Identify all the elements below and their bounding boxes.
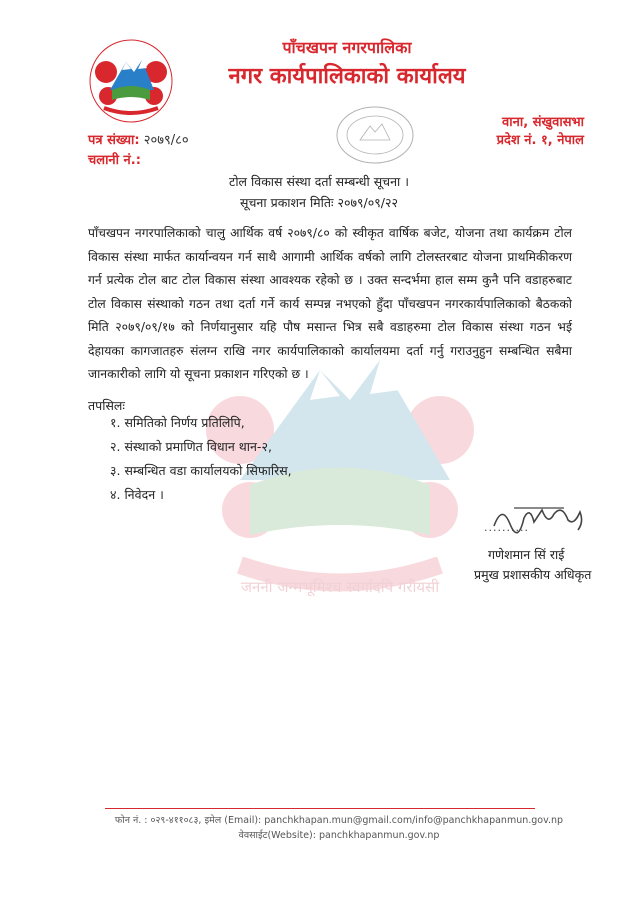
address-location: वाना, संखुवासभा [502,115,584,130]
letter-number-value: २०७९/८० [139,133,189,148]
dispatch-number-label: चलानी नं.: [88,153,141,168]
annex-title: तपसिलः [88,398,125,413]
notice-subject: टोल विकास संस्था दर्ता सम्बन्धी सूचना । [229,174,409,189]
list-item: १. समितिको निर्णय प्रतिलिपि, [110,415,245,430]
address-province: प्रदेश नं. १, नेपाल [496,133,584,148]
municipality-name: पाँचखपन नगरपालिका [282,38,412,57]
office-name: नगर कार्यपालिकाको कार्यालय [228,64,466,89]
signer-name: गणेशमान सिं राई [488,547,565,562]
signer-designation: प्रमुख प्रशासकीय अधिकृत [474,567,592,582]
list-item: ३. सम्बन्धित वडा कार्यालयको सिफारिस, [110,463,292,478]
signature-line: .......... [484,521,529,534]
letterhead [0,0,638,170]
letter-number-label: पत्र संख्या: [88,133,140,148]
required-documents-list [110,411,292,507]
footer-website: वेवसाईट(Website): panchkhapanmun.gov.np [238,830,440,841]
footer-divider [105,808,535,809]
list-item: ४. निवेदन । [110,487,164,502]
office-stamp-icon [330,100,420,170]
footer-contact: फोन नं. : ०२९-४११०८३, इमेल (Email): panchkhapan.mun@gmail.com/info@panchkhapanmun.gov.np [114,815,564,826]
letter-number [88,130,189,148]
notice-published-date: सूचना प्रकाशन मितिः २०७९/०९/२२ [240,195,398,210]
list-item: २. संस्थाको प्रमाणित विधान थान-२, [110,439,272,454]
notice-body: पाँचखपन नगरपालिकाको चालु आर्थिक वर्ष २०७९/८० को स्वीकृत वार्षिक बजेट, योजना तथा कार्यक्रम टोल विकास संस्था मार्फत कार्यान्वयन गर्न साथै आगामी आर्थिक वर्षको लागि टोलस्तरबाट योजना प्राथमिकीकरण गर्न प्रत्येक टोल बाट टोल विकास संस्था आवश्यक रहेको छ । उक्त सन्दर्भमा हाल सम्म कुनै पनि वडाहरुबाट टोल विकास संस्थाको गठन तथा दर्ता गर्ने कार्य सम्पन्न नभएको हुँदा पाँचखपन नगरकार्यपालिकाको बैठकको मिति २०७९/०९/१७ को निर्णयानुसार यहि पौष मसान्त भित्र सबै वडाहरुमा टोल विकास संस्था गठन भई देहायका कागजातहरु संलग्न राखि नगर कार्यपालिकाको कार्यालयमा दर्ता गर्नु गराउनुहुन सम्बन्धित सबैमा जानकारीको लागि यो सूचना प्रकाशन गरिएको छ । [88,226,572,381]
watermark-motto: जननी जन्मभूमिश्च स्वर्गादपि गरीयसी [240,578,440,596]
